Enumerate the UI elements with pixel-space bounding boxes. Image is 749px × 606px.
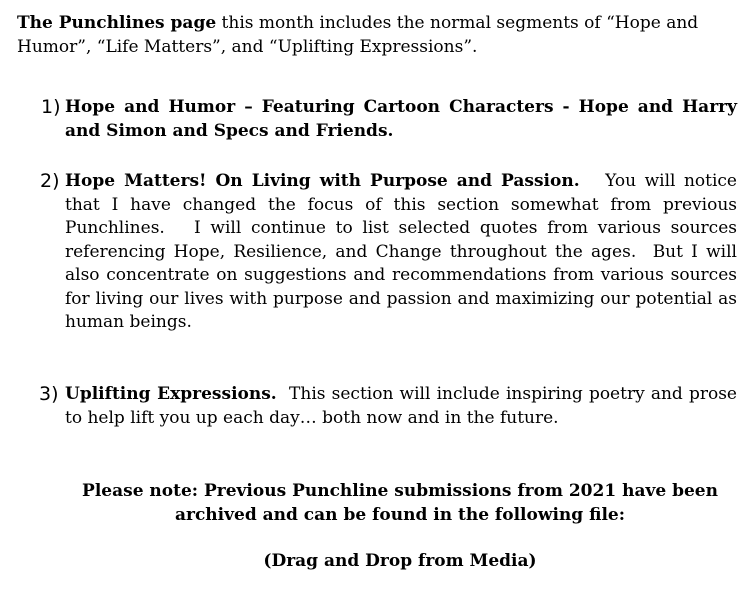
- intro-bold-title: The Punchlines page: [17, 13, 217, 33]
- archive-note: Please note: Previous Punchline submissions from 2021 have been archived and can be found in the following file:: [82, 481, 718, 525]
- media-placeholder: (Drag and Drop from Media): [263, 551, 537, 571]
- list-number: 1): [41, 96, 61, 118]
- list-item-body: You will notice that I have changed the focus of this section somewhat from previous Punchlines. I will continue to list selected quotes from various sources referencing Hope, Resilience, and Change throughout the ages. But I will also concentrate on suggestions and recommendations from various sources for living our lives with purpose and passion and maximizing our potential as human beings.: [65, 171, 743, 332]
- list-item-heading: Hope and Humor – Featuring Cartoon Characters - Hope and Harry and Simon and Specs and Friends.: [65, 97, 737, 141]
- list-item-heading: Uplifting Expressions.: [65, 384, 277, 404]
- list-number: 2): [40, 170, 60, 192]
- list-item-uplifting-expressions: [39, 383, 743, 430]
- list-item-hope-matters: [40, 170, 743, 335]
- list-number: 3): [39, 383, 59, 405]
- intro-text: this month includes the normal segments of “Hope and Humor”, “Life Matters”, and “Uplifting Expressions”.: [17, 13, 699, 57]
- list-item-hope-and-humor: [41, 96, 737, 143]
- intro-paragraph: [17, 11, 737, 59]
- list-item-heading: Hope Matters! On Living with Purpose and Passion.: [65, 171, 580, 191]
- list-item-body: This section will include inspiring poetry and prose to help lift you up each day… both now and in the future.: [65, 384, 743, 428]
